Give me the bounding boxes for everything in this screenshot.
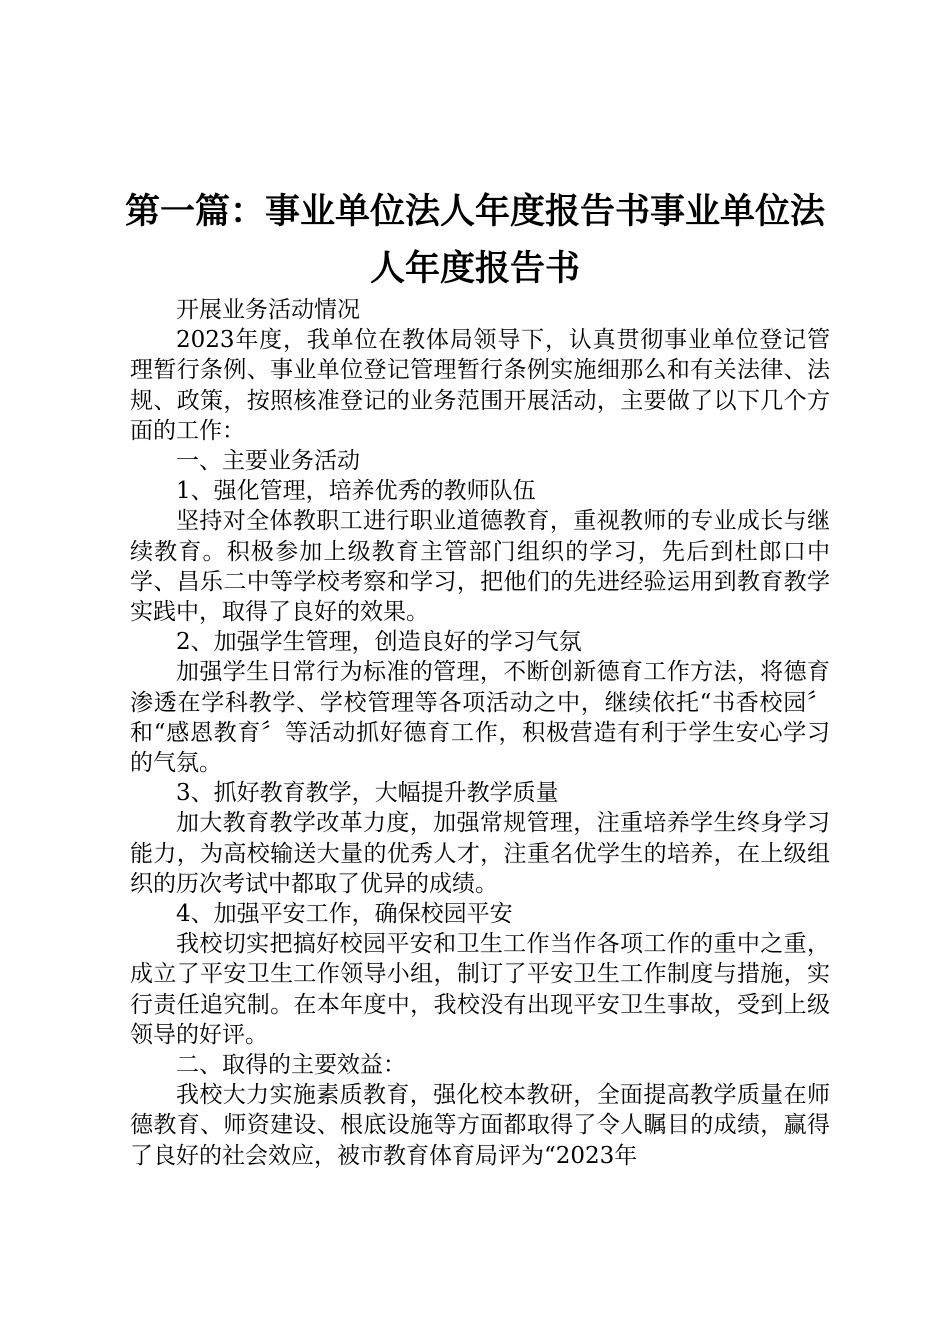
document-title-line-2: 人年度报告书 (369, 248, 580, 289)
subheading-4: 4、加强平安工作，确保校园平安 (176, 901, 513, 928)
subheading-1: 1、强化管理，培养优秀的教师队伍 (176, 478, 536, 505)
heading-main-activities: 一、主要业务活动 (176, 448, 360, 475)
document-title-line-1: 第一篇：事业单位法人年度报告书事业单位法 (124, 191, 825, 232)
paragraph-benefits: 我校大力实施素质教育，强化校本教研，全面提高教学质量在师德教育、师资建设、根底设施等方面都取得了令人瞩目的成绩，赢得了良好的社会效应，被市教育体育局评为“2023年 (130, 1082, 830, 1169)
heading-main-benefits: 二、取得的主要效益： (176, 1052, 406, 1079)
paragraph-1: 坚持对全体教职工进行职业道德教育，重视教师的专业成长与继续教育。积极参加上级教育主管部门组织的学习，先后到杜郎口中学、昌乐二中等学校考察和学习，把他们的先进经验运用到教育教学实践中，取得了良好的效果。 (130, 508, 830, 626)
paragraph-overview: 2023年度，我单位在教体局领导下，认真贯彻事业单位登记管理暂行条例、事业单位登记管理暂行条例实施细那么和有关法律、法规、政策，按照核准登记的业务范围开展活动，主要做了以下几个方面的工作： (130, 327, 830, 444)
section-label-activities: 开展业务活动情况 (176, 297, 360, 323)
paragraph-2: 加强学生日常行为标准的管理，不断创新德育工作方法，将德育渗透在学科教学、学校管理等各项活动之中，继续依托“书香校园〞和“感恩教育〞等活动抓好德育工作，积极营造有利于学生安心学习的气氛。 (130, 659, 830, 777)
paragraph-3: 加大教育教学改革力度，加强常规管理，注重培养学生终身学习能力，为高校输送大量的优秀人才，注重名优学生的培养，在上级组织的历次考试中都取了优异的成绩。 (130, 810, 830, 897)
subheading-3: 3、抓好教育教学，大幅提升教学质量 (176, 780, 559, 807)
document-body (130, 295, 830, 1171)
subheading-2: 2、加强学生管理，创造良好的学习气氛 (176, 629, 582, 656)
paragraph-4: 我校切实把搞好校园平安和卫生工作当作各项工作的重中之重，成立了平安卫生工作领导小组，制订了平安卫生工作制度与措施，实行责任追究制。在本年度中，我校没有出现平安卫生事故，受到上级领导的好评。 (130, 931, 830, 1048)
